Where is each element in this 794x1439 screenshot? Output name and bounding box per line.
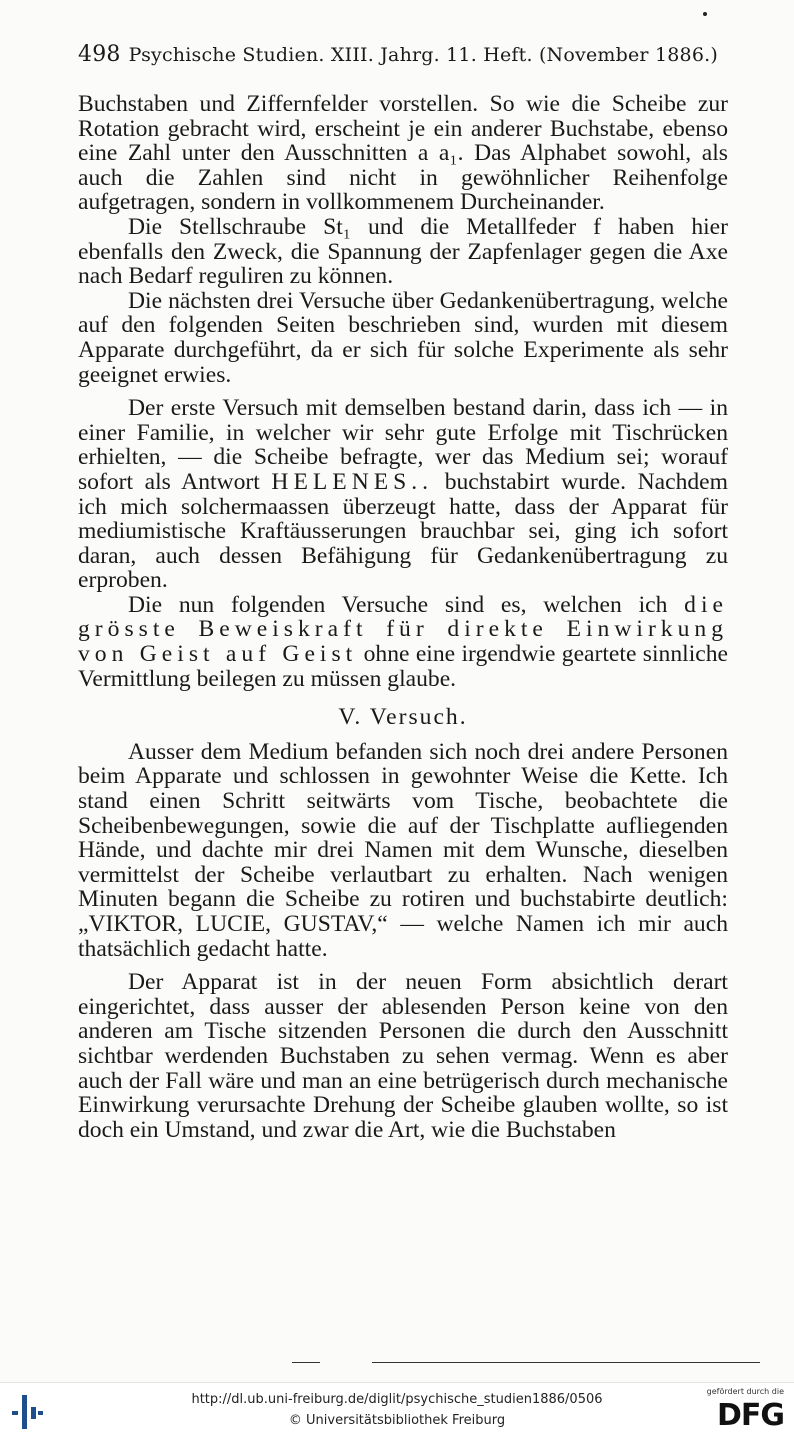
dfg-logo: DFG	[716, 1398, 784, 1433]
paragraph: Die Stellschraube St₁ und die Metallfeder f haben hier ebenfalls den Zweck, die Spannung der Zapfenlager gegen die Axe nach Bedarf reguliren zu können.	[78, 213, 728, 290]
paragraph-text: Die nun folgenden Versuche sind es, welchen ich	[128, 591, 668, 618]
page-number: 498	[78, 42, 121, 67]
section-heading: V. Versuch.	[338, 704, 468, 731]
spaced-answer: HELENES..	[271, 468, 434, 495]
bottom-rule-right	[372, 1362, 760, 1363]
copyright-notice: © Universitätsbibliothek Freiburg	[288, 1413, 506, 1428]
scan-mark	[703, 12, 707, 16]
paragraph	[78, 396, 728, 593]
paragraph: Die nächsten drei Versuche über Gedankenübertragung, welche auf den folgenden Seiten beschrieben sind, wurden mit diesem Apparate durchgeführt, da er sich für solche Experimente als sehr geeignet erwies.	[78, 287, 728, 388]
paragraph	[78, 593, 728, 691]
paragraph: Ausser dem Medium befanden sich noch drei andere Personen beim Apparate und schlossen in gewohnter Weise die Kette. Ich stand einen Schritt seitwärts vom Tische, beobachtete die Scheibenbewegungen, sowie die auf der Tischplatte aufliegenden Hände, und dachte mir drei Namen mit dem Wunsche, dieselben vermittelst der Scheibe verlautbart zu erhalten. Nach wenigen Minuten begann die Scheibe zu rotiren und buchstabirte deutlich: „VIKTOR, LUCIE, GUSTAV,“ — welche Namen ich mir auch thatsächlich gedacht hatte.	[78, 738, 728, 962]
permalink-url[interactable]: http://dl.ub.uni-freiburg.de/diglit/psychische_studien1886/0506	[191, 1392, 603, 1407]
running-title: Psychische Studien. XIII. Jahrg. 11. Heft. (November 1886.)	[128, 44, 718, 66]
footer-bar	[0, 1382, 794, 1439]
running-header	[78, 42, 728, 67]
paragraph-text: ohne eine irgendwie geartete sinnliche Vermittlung beilegen zu müssen glaube.	[78, 641, 728, 692]
dfg-caption: gefördert durch die	[706, 1387, 784, 1396]
paragraph: Buchstaben und Ziffernfelder vorstellen. So wie die Scheibe zur Rotation gebracht wird, erscheint je ein anderer Buchstabe, ebenso eine Zahl unter den Ausschnitten a a₁. Das Alphabet sowohl, als auch die Zahlen sind nicht in gewöhnlicher Reihenfolge aufgetragen, sondern in vollkommenem Durcheinander.	[78, 91, 728, 216]
bottom-rule-left	[292, 1362, 320, 1363]
paragraph: Der Apparat ist in der neuen Form absichtlich derart eingerichtet, dass ausser der ablesenden Person keine von den anderen am Tische sitzenden Personen die durch den Ausschnitt sichtbar werdenden Buchstaben zu sehen vermag. Wenn es aber auch der Fall wäre und man an eine betrügerisch durch mechanische Einwirkung verursachte Drehung der Scheibe glauben wollte, so ist doch ein Umstand, und zwar die Art, wie die Buchstaben	[78, 969, 728, 1143]
paragraph-text: buchstabirt wurde. Nachdem ich mich solchermaassen überzeugt hatte, dass der Apparat für mediumistische Kraftäusserungen brauchbar sei, ging ich sofort daran, auch dessen Befähigung für Gedankenübertragung zu erproben.	[78, 468, 728, 594]
body-text	[78, 92, 728, 1142]
spaced-emphasis: die grösste Beweiskraft für direkte Einwirkung	[78, 591, 728, 643]
spaced-emphasis: von Geist auf Geist	[78, 641, 358, 668]
paragraph-text: Der erste Versuch mit demselben bestand darin, dass ich — in einer Familie, in welcher wir sehr gute Erfolge mit Tischrücken erhielten, — die Scheibe befragte, wer das Medium sei; worauf sofort als Antwort	[78, 395, 728, 495]
